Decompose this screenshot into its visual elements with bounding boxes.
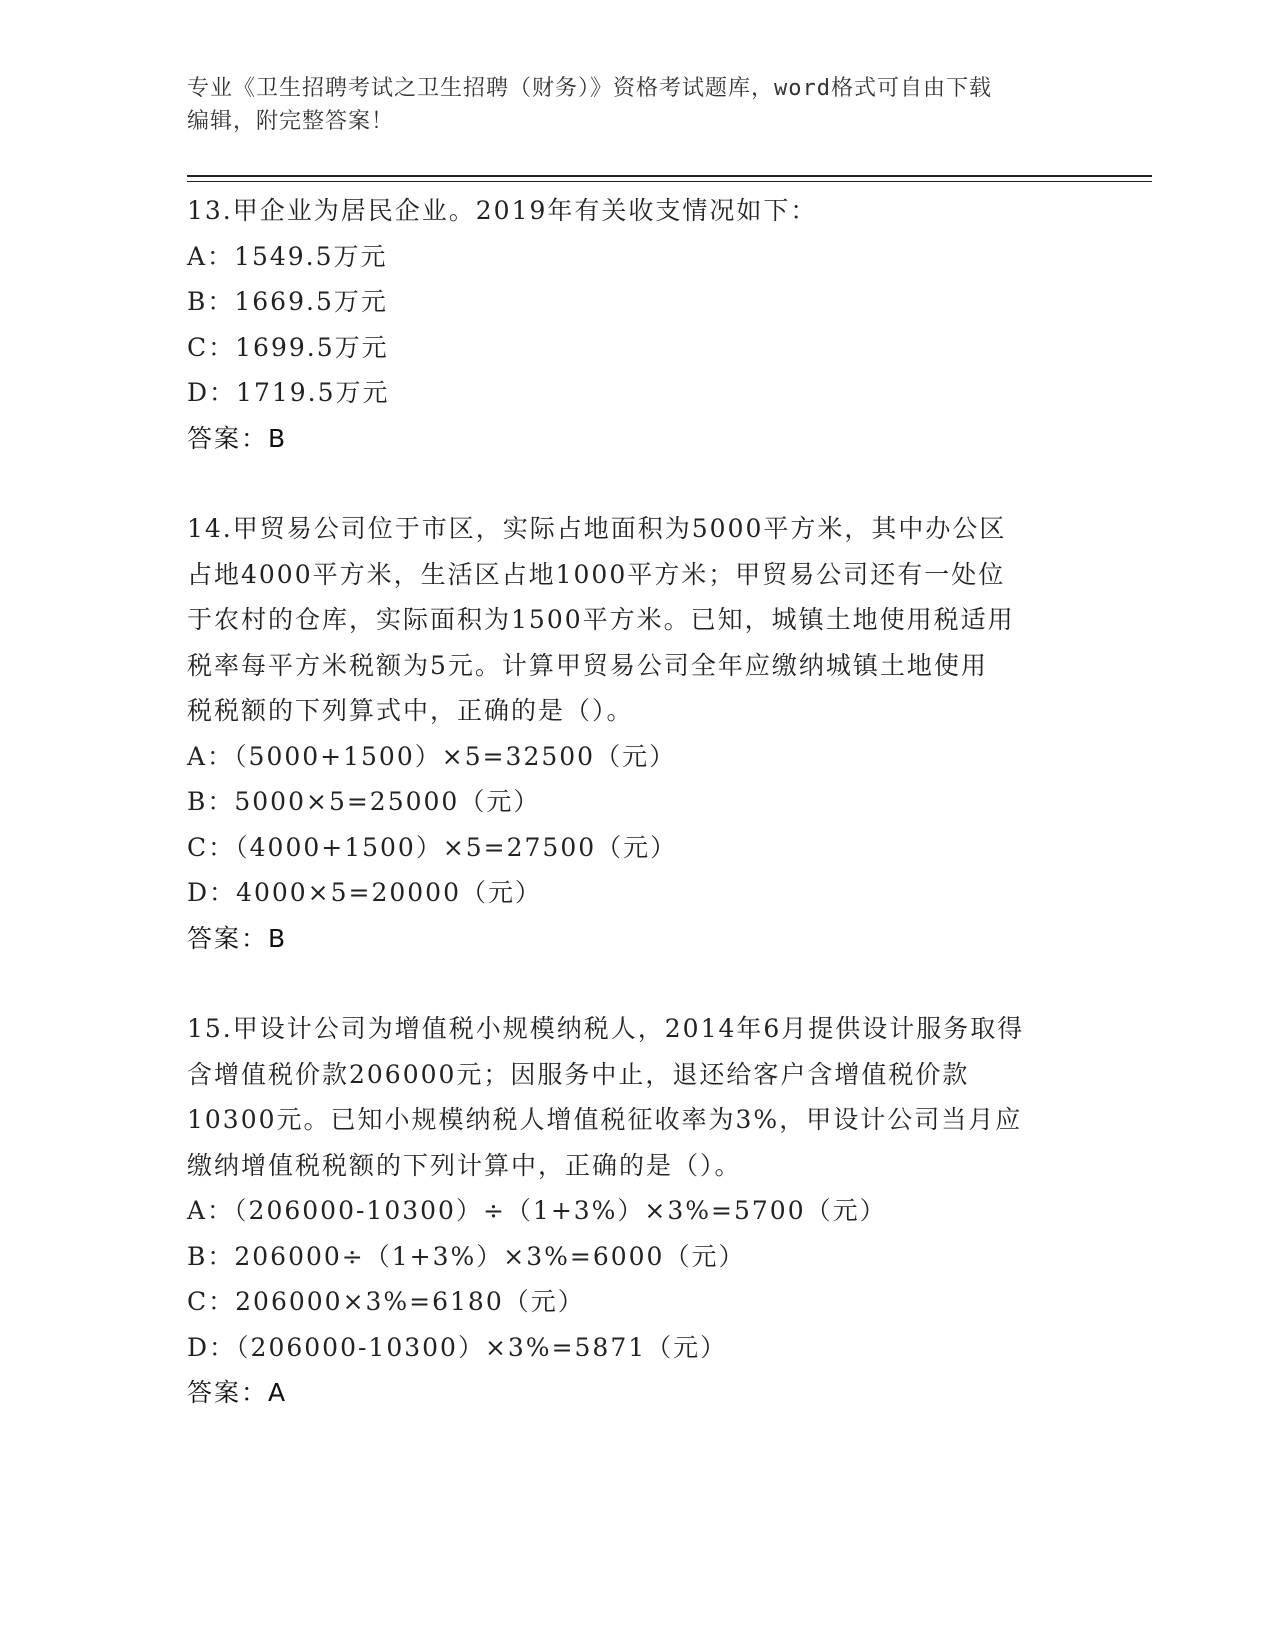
question-14 [187, 506, 1087, 961]
document-header [187, 72, 1087, 138]
question-list [187, 188, 1087, 1416]
option-d: D：（206000-10300）×3%=5871（元） [187, 1332, 728, 1362]
header-divider-thin [187, 181, 1152, 182]
question-stem-line: 10300元。已知小规模纳税人增值税征收率为3%，甲设计公司当月应 [187, 1105, 1023, 1134]
answer: 答案：A [187, 1378, 288, 1407]
question-stem-line: 缴纳增值税税额的下列计算中，正确的是（）。 [187, 1150, 742, 1180]
question-stem-line: 15.甲设计公司为增值税小规模纳税人，2014年6月提供设计服务取得 [187, 1014, 1025, 1043]
question-stem-line: 税税额的下列算式中，正确的是（）。 [187, 696, 634, 725]
question-stem-line: 14.甲贸易公司位于市区，实际占地面积为5000平方米，其中办公区 [187, 514, 1007, 543]
question-stem-line: 含增值税价款206000元；因服务中止，退还给客户含增值税价款 [187, 1059, 970, 1089]
option-d: D：1719.5万元 [187, 378, 390, 407]
option-b: B：206000÷（1+3%）×3%=6000（元） [187, 1241, 746, 1271]
header-divider-thick [187, 175, 1152, 177]
option-c: C：206000×3%=6180（元） [187, 1287, 585, 1316]
question-stem-line: 占地4000平方米，生活区占地1000平方米；甲贸易公司还有一处位 [187, 559, 1006, 589]
question-stem-line: 13.甲企业为居民企业。2019年有关收支情况如下： [187, 196, 818, 225]
option-c: C：（4000+1500）×5=27500（元） [187, 832, 678, 862]
header-line-1: 专业《卫生招聘考试之卫生招聘（财务）》资格考试题库，word格式可自由下载 [187, 76, 992, 101]
answer: 答案：B [187, 923, 288, 953]
question-13 [187, 188, 1087, 461]
option-a: A：（5000+1500）×5=32500（元） [187, 741, 677, 771]
option-d: D：4000×5=20000（元） [187, 878, 542, 907]
option-a: A：1549.5万元 [187, 241, 388, 271]
question-stem-line: 税率每平方米税额为5元。计算甲贸易公司全年应缴纳城镇土地使用 [187, 650, 988, 680]
option-b: B：1669.5万元 [187, 287, 388, 316]
answer: 答案：B [187, 423, 288, 453]
option-c: C：1699.5万元 [187, 332, 389, 362]
header-line-2: 编辑，附完整答案！ [187, 109, 395, 134]
question-stem-line: 于农村的仓库，实际面积为1500平方米。已知，城镇土地使用税适用 [187, 605, 1015, 634]
question-15 [187, 1006, 1087, 1416]
option-b: B：5000×5=25000（元） [187, 787, 541, 816]
option-a: A：（206000-10300）÷（1+3%）×3%=5700（元） [187, 1196, 887, 1225]
